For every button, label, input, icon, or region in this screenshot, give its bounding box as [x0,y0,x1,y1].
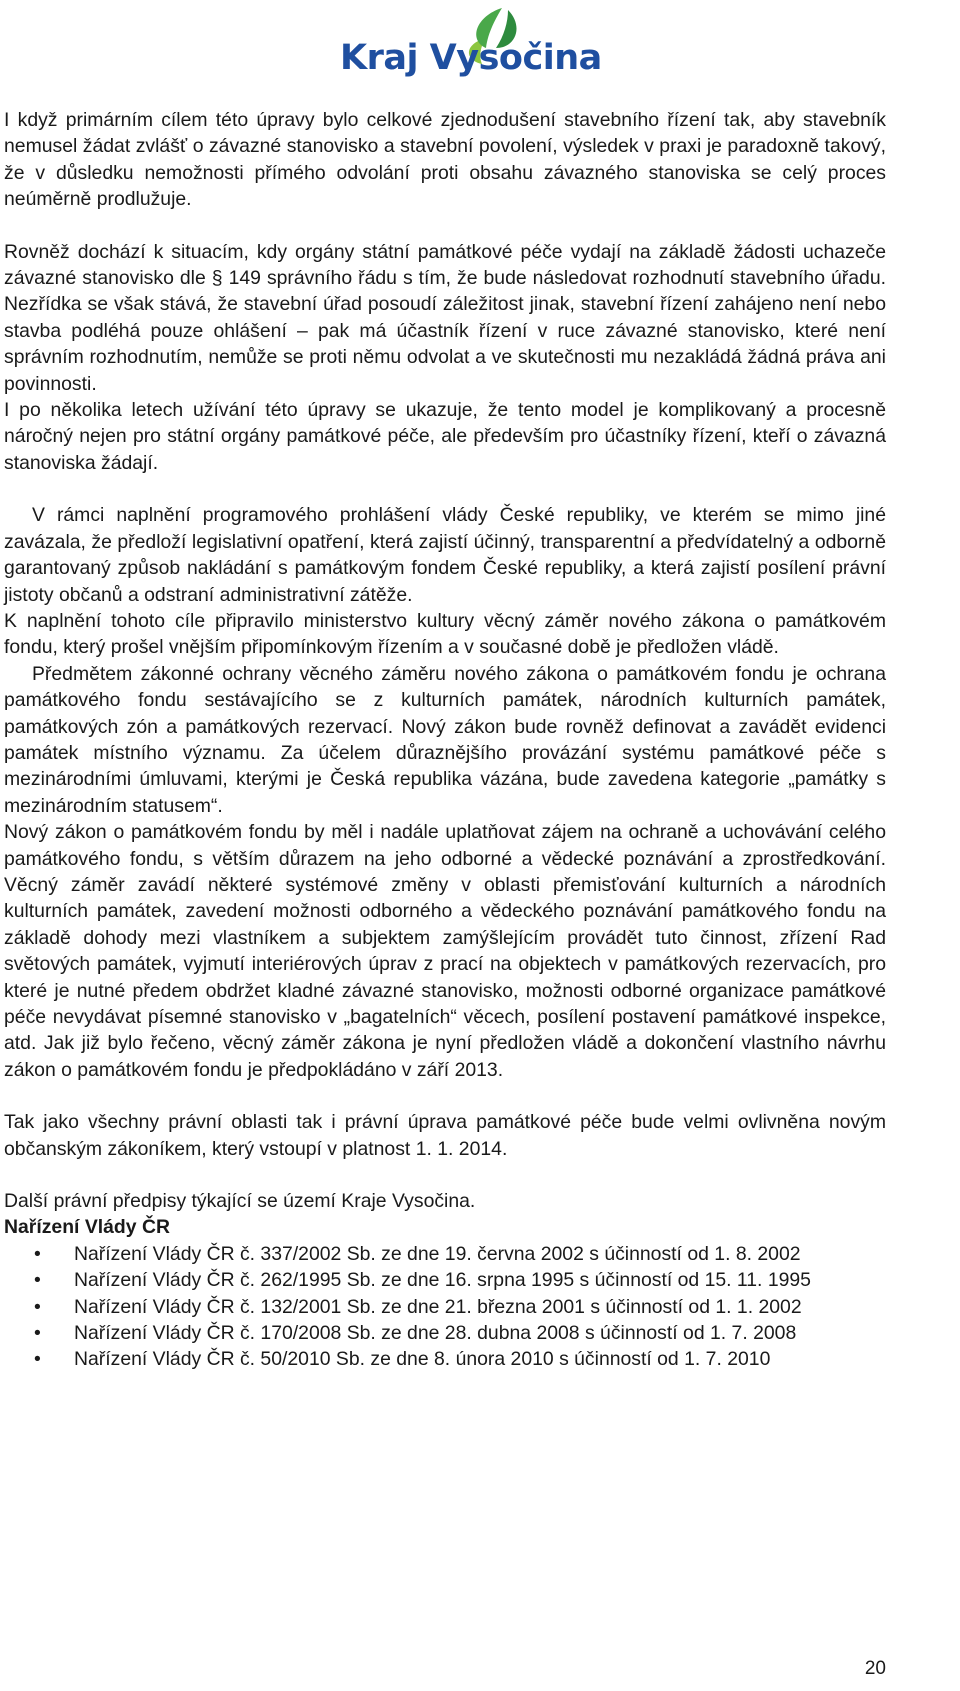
paragraph-government-program: V rámci naplnění programového prohlášení vlády České republiky, ve kterém se mimo jiné zavázala, že předloží legislativní opatření, která zajistí účinný, transparentní a předvídatelný a odborně garantovaný způsob nakládání s památkovým fondem České republiky, a která zajistí posílení právní jistoty občanů a odstraní administrativní zátěže. [4,504,886,606]
list-item: • Nařízení Vlády ČR č. 132/2001 Sb. ze dne 21. března 2001 s účinností od 1. 1. 2002 [4,1294,886,1320]
paragraph-intro: I když primárním cílem této úpravy bylo celkové zjednodušení stavebního řízení tak, aby stavebník nemusel žádat zvlášť o závazné stanovisko a stavební povolení, výsledek v praxi je paradoxně takový, že v důsledku nemožnosti přímého odvolání proti obsahu závazného stanoviska se celý proces neúměrně prodlužuje. [4,109,886,211]
spacer [4,1162,886,1188]
kraj-vysocina-logo [336,4,600,88]
spacer [4,213,886,239]
list-item: • Nařízení Vlády ČR č. 337/2002 Sb. ze dne 19. června 2002 s účinností od 1. 8. 2002 [4,1241,886,1267]
paragraph-ministry: K naplnění tohoto cíle připravilo ministerstvo kultury věcný záměr nového zákona o památkovém fondu, který prošel vnějším připomínkovým řízením a v současné době je předložen vládě. [4,609,886,659]
logo-text: Kraj Vysočina [340,38,602,78]
paragraph-binding-opinion: Rovněž dochází k situacím, kdy orgány státní památkové péče vydají na základě žádosti uchazeče závazné stanovisko dle § 149 správního řádu s tím, že bude následovat rozhodnutí stavebního úřadu. Nezřídka se však stává, že stavební úřad posoudí záležitost jinak, stavební řízení zahájeno není nebo stavba podléhá pouze ohlášení – pak má účastník řízení v ruce závazné stanovisko, které není správním rozhodnutím, nemůže se proti němu odvolat a ve skutečnosti mu nezakládá žádná práva ani povinnosti. [4,240,886,395]
section-heading: Nařízení Vlády ČR [4,1216,170,1239]
page-number: 20 [864,1658,886,1679]
list-item: • Nařízení Vlády ČR č. 50/2010 Sb. ze dne 8. února 2010 s účinností od 1. 7. 2010 [4,1346,886,1372]
paragraph-complexity: I po několika letech užívání této úpravy se ukazuje, že tento model je komplikovaný a procesně náročný nejen pro státní orgány památkové péče, ale především pro účastníky řízení, kteří o závazná stanoviska žádají. [4,399,886,474]
spacer [4,1083,886,1109]
paragraph-subject: Předmětem zákonné ochrany věcného záměru nového zákona o památkovém fondu je ochrana památkového fondu sestávajícího se z kulturních památek, národních kulturních památek, památkových zón a památkových rezervací. Nový zákon bude rovněž definovat a zavádět evidenci památek místního významu. Za účelem důraznějšího provázání systému památkové péče s mezinárodními úmluvami, kterými je Česká republika vázána, bude zavedena kategorie „památky s mezinárodním statusem“. [4,662,886,817]
spacer [4,476,886,502]
document-body [4,107,886,1373]
paragraph-civil-code: Tak jako všechny právní oblasti tak i právní úprava památkové péče bude velmi ovlivněna novým občanským zákoníkem, který vstoupí v platnost 1. 1. 2014. [4,1111,886,1160]
list-item: • Nařízení Vlády ČR č. 170/2008 Sb. ze dne 28. dubna 2008 s účinností od 1. 7. 2008 [4,1320,886,1346]
paragraph-new-law: Nový zákon o památkovém fondu by měl i nadále uplatňovat zájem na ochraně a uchovávání celého památkového fondu, s větším důrazem na jeho odborné a vědecké poznávání a zprostředkování. Věcný záměr zavádí některé systémové změny v oblasti přemisťování kulturních a národních kulturních památek, zavedení možnosti odborného a vědeckého poznávání památkového fondu na základě dohody mezi vlastníkem a subjektem zamýšlejícím provádět tuto činnost, zřízení Rad světových památek, vyjmutí interiérových úprav z prací na objektech v památkových rezervacích, pro které je nutné předem obdržet kladné závazné stanovisko, možnosti odborné organizace památkové péče nevydávat písemné stanovisko v „bagatelních“ věcech, posílení postavení památkové inspekce, atd. Jak již bylo řečeno, věcný záměr zákona je nyní předložen vládě a dokončení vlastního návrhu zákon o památkovém fondu je předpokládáno v září 2013. [4,821,886,1081]
paragraph-other-regulations: Další právní předpisy týkající se území Kraje Vysočina. [4,1190,476,1213]
regulation-list [4,1241,886,1373]
list-item: • Nařízení Vlády ČR č. 262/1995 Sb. ze dne 16. srpna 1995 s účinností od 15. 11. 1995 [4,1267,886,1293]
